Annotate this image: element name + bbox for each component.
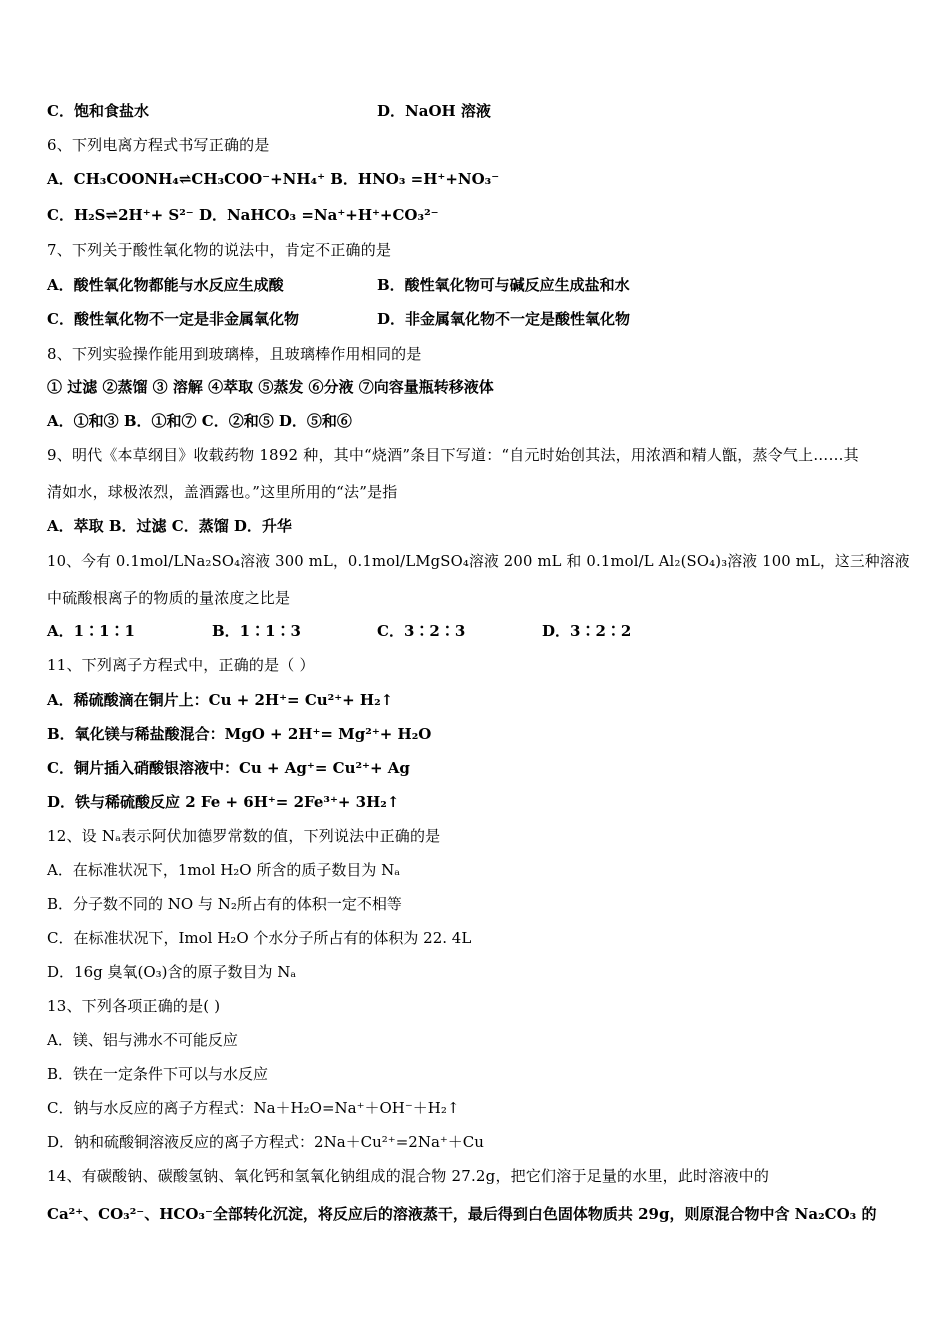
question-9-line-2: 清如水，球极浓烈，盖酒露也。”这里所用的“法”是指 (47, 483, 398, 501)
option-a: A．1∶1∶1 (47, 622, 135, 640)
question-14-line-1: 14、有碳酸钠、碳酸氢钠、氧化钙和氢氧化钠组成的混合物 27.2g，把它们溶于足量的水里，此时溶液中的 (47, 1167, 770, 1185)
question-12-option-a: A．在标准状况下，1mol H₂O 所含的质子数目为 Nₐ (47, 861, 401, 879)
question-8: 8、下列实验操作能用到玻璃棒，且玻璃棒作用相同的是 (47, 345, 422, 363)
question-10-line-2: 中硫酸根离子的物质的量浓度之比是 (47, 589, 291, 607)
option-d: D．非金属氧化物不一定是酸性氧化物 (377, 310, 631, 328)
option-line (47, 100, 910, 122)
question-7-options-cd (47, 308, 910, 330)
question-9-line-1: 9、明代《本草纲目》收载药物 1892 种，其中“烧酒”条目下写道：“自元时始创其法，用浓酒和精人甑，蒸令气上……其 (47, 446, 859, 464)
question-11-option-a: A．稀硫酸滴在铜片上：Cu + 2H⁺= Cu²⁺+ H₂↑ (47, 691, 394, 709)
question-8-options: A．①和③ B．①和⑦ C．②和⑤ D．⑤和⑥ (47, 412, 352, 430)
question-11-option-c: C．铜片插入硝酸银溶液中：Cu + Ag⁺= Cu²⁺+ Ag (47, 759, 410, 777)
question-7-options-ab (47, 274, 910, 296)
option-b: B．酸性氧化物可与碱反应生成盐和水 (377, 276, 630, 294)
question-11: 11、下列离子方程式中，正确的是（ ） (47, 656, 315, 674)
question-13-option-a: A．镁、铝与沸水不可能反应 (47, 1031, 238, 1049)
option-c: C．酸性氧化物不一定是非金属氧化物 (47, 310, 299, 328)
option-d: D．NaOH 溶液 (377, 102, 491, 120)
question-9-options: A．萃取 B．过滤 C．蒸馏 D．升华 (47, 517, 292, 535)
question-13-option-c: C．钠与水反应的离子方程式：Na＋H₂O=Na⁺＋OH⁻＋H₂↑ (47, 1099, 460, 1117)
question-6-options-cd: C．H₂S⇌2H⁺+ S²⁻ D．NaHCO₃ =Na⁺+H⁺+CO₃²⁻ (47, 206, 439, 224)
question-13: 13、下列各项正确的是( ) (47, 997, 221, 1015)
question-14-line-2: Ca²⁺、CO₃²⁻、HCO₃⁻全部转化沉淀，将反应后的溶液蒸干，最后得到白色固体物质共 29g，则原混合物中含 Na₂CO₃ 的 (47, 1205, 877, 1223)
option-b: B．1∶1∶3 (212, 622, 301, 640)
option-a: A．酸性氧化物都能与水反应生成酸 (47, 276, 284, 294)
option-c: C．饱和食盐水 (47, 102, 149, 120)
question-11-option-b: B．氧化镁与稀盐酸混合：MgO + 2H⁺= Mg²⁺+ H₂O (47, 725, 432, 743)
question-11-option-d: D．铁与稀硫酸反应 2 Fe + 6H⁺= 2Fe³⁺+ 3H₂↑ (47, 793, 400, 811)
question-13-option-b: B．铁在一定条件下可以与水反应 (47, 1065, 269, 1083)
question-12-option-b: B．分子数不同的 NO 与 N₂所占有的体积一定不相等 (47, 895, 402, 913)
question-10-line-1: 10、今有 0.1mol/LNa₂SO₄溶液 300 mL，0.1mol/LMgSO₄溶液 200 mL 和 0.1mol/L Al₂(SO₄)₃溶液 100 mL，这三种溶液 (47, 552, 910, 570)
question-6-options-ab: A．CH₃COONH₄⇌CH₃COO⁻+NH₄⁺ B．HNO₃ =H⁺+NO₃⁻ (47, 170, 500, 188)
option-c: C．3∶2∶3 (377, 622, 466, 640)
question-12: 12、设 Nₐ表示阿伏加德罗常数的值，下列说法中正确的是 (47, 827, 441, 845)
option-d: D．3∶2∶2 (542, 622, 632, 640)
question-13-option-d: D．钠和硫酸铜溶液反应的离子方程式：2Na＋Cu²⁺=2Na⁺＋Cu (47, 1133, 484, 1151)
question-7: 7、下列关于酸性氧化物的说法中，肯定不正确的是 (47, 241, 392, 259)
question-6: 6、下列电离方程式书写正确的是 (47, 136, 270, 154)
question-12-option-c: C．在标准状况下，Imol H₂O 个水分子所占有的体积为 22. 4L (47, 929, 472, 947)
question-8-items: ① 过滤 ②蒸馏 ③ 溶解 ④萃取 ⑤蒸发 ⑥分液 ⑦向容量瓶转移液体 (47, 378, 494, 396)
question-12-option-d: D．16g 臭氧(O₃)含的原子数目为 Nₐ (47, 963, 297, 981)
